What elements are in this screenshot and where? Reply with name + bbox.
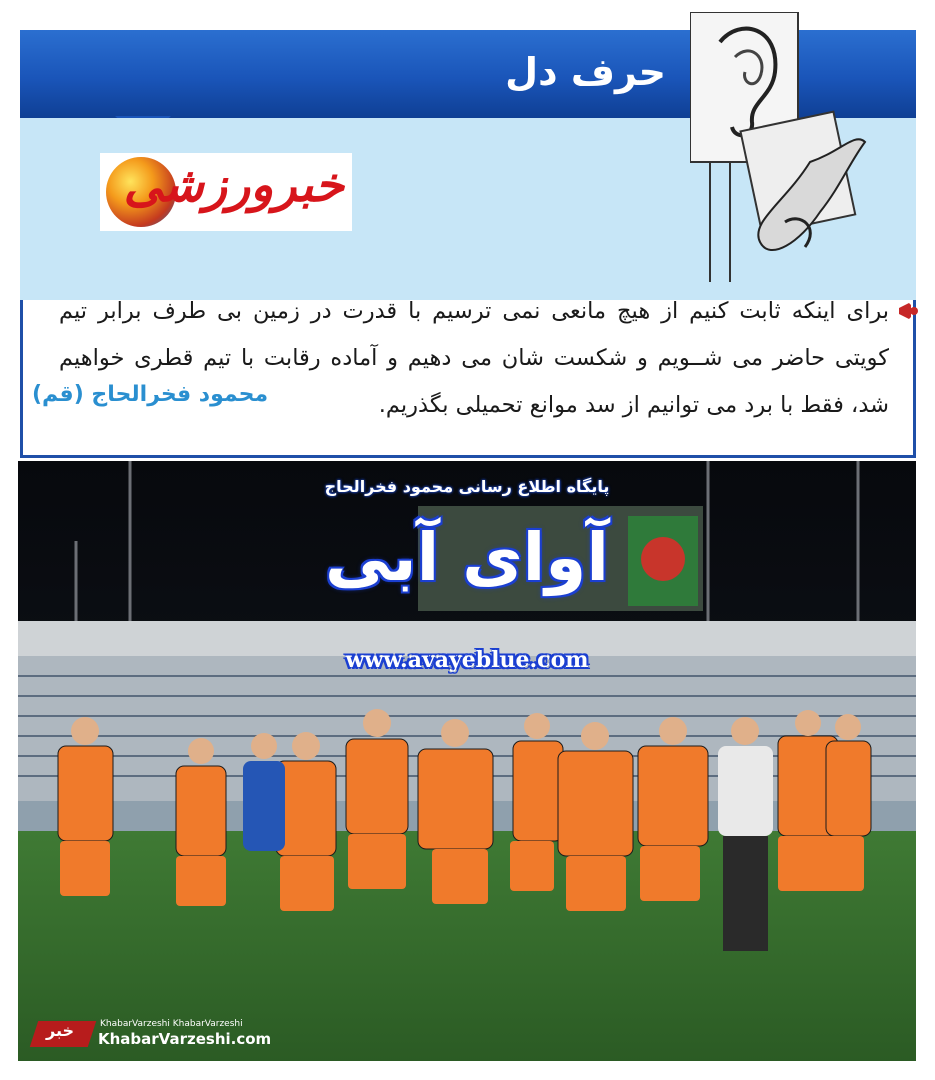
newspaper-logo	[100, 153, 352, 231]
team-training-photo	[18, 461, 916, 1061]
credit-site: KhabarVarzeshi.com	[98, 1030, 272, 1048]
column-title: حرف دل	[505, 50, 666, 94]
megaphone-icon	[897, 300, 919, 322]
watermark-title: آوای آبی	[325, 519, 609, 596]
ear-listener-illustration	[690, 12, 870, 287]
quote-author: محمود فخرالحاج (قم)	[32, 382, 269, 407]
quote-text: برای اینکه ثابت کنیم از هیچ مانعی نمی ترسیم با قدرت در زمین بی طرف برابر تیم کویتی حاضر می شــویم و شکست شان می دهیم و آماده رقابت با تیم قطری خواهیم شد، فقط با برد می توانیم از سد موانع تحمیلی بگذریم.	[59, 298, 889, 418]
credit-badge-text: خبر	[46, 1021, 75, 1040]
watermark-url[interactable]: www.avayeblue.com	[345, 647, 589, 673]
watermark-subtitle: پایگاه اطلاع رسانی محمود فخرالحاج	[324, 477, 610, 496]
logo-text: خبرورزشی	[123, 157, 344, 213]
credit-social-handles: KhabarVarzeshi KhabarVarzeshi	[100, 1019, 243, 1029]
photo-credit	[34, 1017, 272, 1051]
